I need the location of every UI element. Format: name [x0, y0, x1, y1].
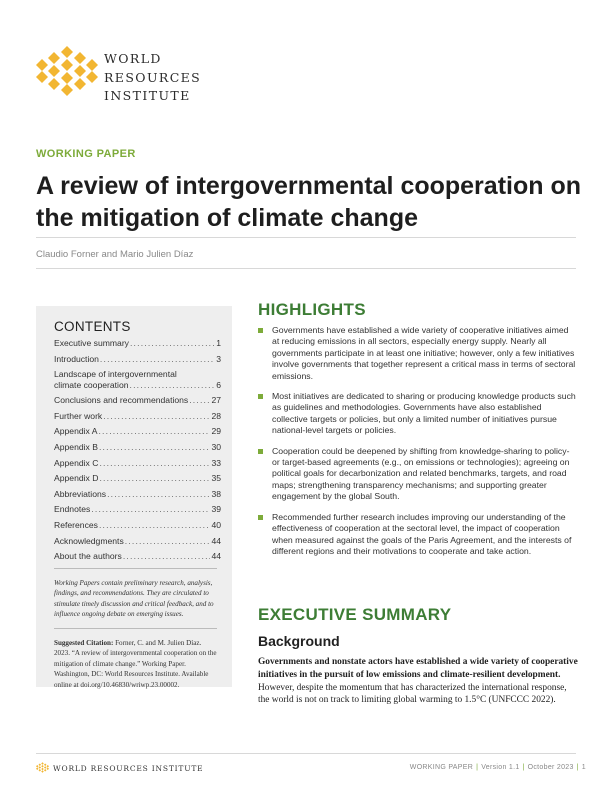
contents-divider: [54, 568, 217, 569]
background-subheading: Background: [258, 633, 340, 649]
org-line-1: WORLD: [104, 51, 162, 66]
toc-item-landscape[interactable]: Landscape of intergovernmental climate cooperation . . . 6: [54, 369, 221, 390]
toc-item-conclusions[interactable]: Conclusions and recommendations . . . 27: [54, 395, 221, 406]
highlight-item: Recommended further research includes improving our understanding of the effectiveness of cooperation at the sectoral level, the impact of cooperation when measured against the goals of the Paris Agreement, and the interests of different regions and their motivations to cooperate and take action.: [258, 512, 578, 558]
exec-bold-lead: Governments and nonstate actors have established a wide variety of cooperative initiatives in the pursuit of low emissions and climate-resilient development.: [258, 657, 578, 680]
highlight-item: Cooperation could be deepened by shifting from knowledge-sharing to policy- or target-based agreements (e.g., on emissions or technologies); agreeing on political goals for decarbonization and related benchmarks, targets, and road maps; strengthening transparency mechanisms; and supporting greater engagement by the global South.: [258, 446, 578, 503]
footer-label: WORKING PAPER: [409, 764, 474, 771]
authors: Claudio Forner and Mario Julien Díaz: [36, 249, 194, 260]
note-divider: [54, 628, 217, 629]
highlights-heading: HIGHLIGHTS: [258, 300, 366, 319]
footer-version: Version 1.1: [481, 764, 520, 771]
page-number: 1: [581, 764, 586, 771]
wri-logo-icon: [36, 46, 98, 96]
bullet-square-icon: [258, 515, 263, 520]
toc-item-about-authors[interactable]: About the authors . . . 44: [54, 551, 221, 562]
table-of-contents: [54, 338, 221, 567]
toc-item-acknowledgments[interactable]: Acknowledgments . . . 44: [54, 536, 221, 547]
toc-item-appendix-d[interactable]: Appendix D . . . 35: [54, 473, 221, 484]
org-line-2: RESOURCES: [104, 69, 202, 85]
org-line-3: INSTITUTE: [104, 88, 191, 103]
page-title: A review of intergovernmental cooperation on the mitigation of climate change: [36, 172, 581, 232]
footer-org-name: WORLD RESOURCES INSTITUTE: [53, 764, 204, 773]
contents-panel: [36, 306, 232, 687]
footer-date: October 2023: [527, 764, 574, 771]
footer-divider: [36, 753, 576, 754]
executive-summary-paragraph: [258, 656, 580, 707]
contents-title: CONTENTS: [54, 319, 131, 334]
highlights-list: [258, 325, 578, 566]
toc-item-abbreviations[interactable]: Abbreviations . . . 38: [54, 489, 221, 500]
author-divider: [36, 268, 576, 269]
toc-item-references[interactable]: References . . . 40: [54, 520, 221, 531]
document-type-label: WORKING PAPER: [36, 148, 136, 160]
highlight-item: Most initiatives are dedicated to sharing or producing knowledge products such as guidelines and methodologies. Governments have also established collective targets or policies, but only a limited number of initiatives pursue national-level targets or policies.: [258, 391, 578, 437]
top-divider: [36, 237, 576, 238]
toc-item-endnotes[interactable]: Endnotes . . . 39: [54, 504, 221, 515]
exec-body-text: However, despite the momentum that has characterized the international response, the world is not on track to limiting global warming to 1.5°C (UNFCCC 2022).: [258, 682, 567, 706]
toc-item-appendix-a[interactable]: Appendix A . . . 29: [54, 426, 221, 437]
highlight-item: Governments have established a wide variety of cooperative initiatives aimed at reducing emissions in all sectors, especially energy supply. Nearly all governments participate in at least one initiative; however, only a few initiatives involve governments that together represent a critical mass in terms of sectoral emissions.: [258, 325, 578, 382]
bullet-square-icon: [258, 328, 263, 333]
bullet-square-icon: [258, 394, 263, 399]
toc-item-executive-summary[interactable]: Executive summary . . . 1: [54, 338, 221, 349]
suggested-citation: [54, 638, 218, 690]
citation-label: Suggested Citation:: [54, 639, 114, 647]
citation-text: Forner, C. and M. Julien Díaz. 2023. “A review of intergovernmental cooperation on the mitigation of climate change.” Working Paper. Washington, DC: World Resources Institute. Available online at doi.org/10.46830/wriwp.23.00002.: [54, 639, 217, 689]
working-paper-note: Working Papers contain preliminary research, analysis, findings, and recommendations. They are circulated to stimulate timely discussion and critical feedback, and to influence ongoing debate on emerging issues.: [54, 579, 214, 619]
footer-meta: WORKING PAPER | Version 1.1 | October 2023 | 1: [409, 764, 586, 771]
executive-summary-heading: EXECUTIVE SUMMARY: [258, 605, 452, 624]
toc-item-introduction[interactable]: Introduction . . . 3: [54, 354, 221, 365]
toc-item-appendix-c[interactable]: Appendix C . . . 33: [54, 458, 221, 469]
wri-footer-logo-icon: [36, 762, 49, 773]
toc-item-further-work[interactable]: Further work . . . 28: [54, 411, 221, 422]
toc-item-appendix-b[interactable]: Appendix B . . . 30: [54, 442, 221, 453]
bullet-square-icon: [258, 449, 263, 454]
org-name: [104, 50, 201, 106]
